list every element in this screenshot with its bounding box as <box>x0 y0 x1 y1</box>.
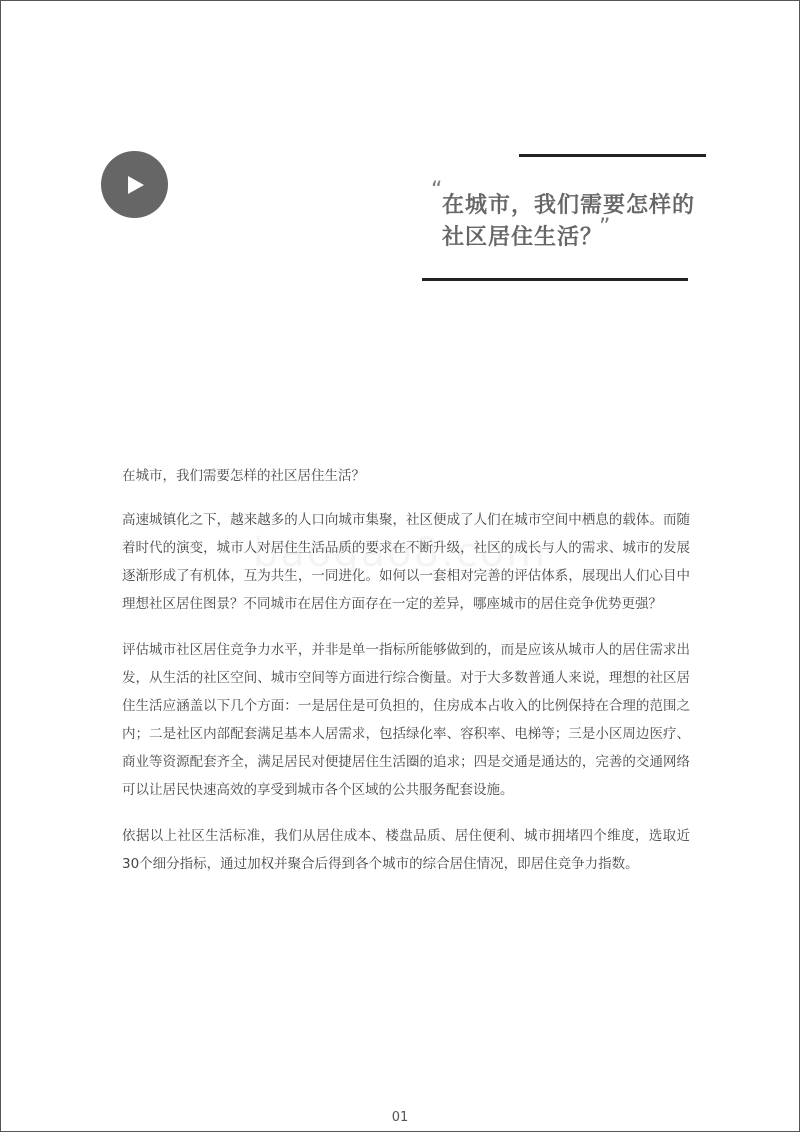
paragraph-3: 依据以上社区生活标准，我们从居住成本、楼盘品质、居住便利、城市拥堵四个维度，选取近30个细分指标，通过加权并聚合后得到各个城市的综合居住情况，即居住竞争力指数。 <box>122 828 690 872</box>
headline-rule-top <box>519 154 706 157</box>
quote-close-mark: ” <box>599 215 611 240</box>
headline-rule-bottom <box>422 278 688 281</box>
headline-line-1: 在城市，我们需要怎样的 <box>442 193 696 218</box>
paragraph-2: 评估城市社区居住竞争力水平，并非是单一指标所能够做到的，而是应该从城市人的居住需求出发，从生活的社区空间、城市空间等方面进行综合衡量。对于大多数普通人来说，理想的社区居住生活应涵盖以下几个方面：一是居住是可负担的，住房成本占收入的比例保持在合理的范围之内；二是社区内部配套满足基本人居需求，包括绿化率、容积率、电梯等；三是小区周边医疗、商业等资源配套齐全，满足居民对便捷居住生活圈的追求；四是交通是通达的，完善的交通网络可以让居民快速高效的享受到城市各个区域的公共服务配套设施。 <box>122 642 690 798</box>
page-number: 01 <box>391 1110 409 1125</box>
headline-line-2: 社区居住生活？ <box>442 225 604 250</box>
quote-open-mark: “ <box>431 178 443 203</box>
paragraph-1: 高速城镇化之下，越来越多的人口向城市集聚，社区便成了人们在城市空间中栖息的载体。而随着时代的演变，城市人对居住生活品质的要求在不断升级，社区的成长与人的需求、城市的发展逐渐形成了有机体，互为共生，一同进化。如何以一套相对完善的评估体系，展现出人们心目中理想社区居住图景？不同城市在居住方面存在一定的差异，哪座城市的居住竞争优势更强？ <box>122 512 690 612</box>
headline <box>442 190 742 254</box>
paragraph-question: 在城市，我们需要怎样的社区居住生活？ <box>122 468 365 484</box>
play-button[interactable] <box>101 151 168 218</box>
body-text <box>122 462 690 896</box>
play-icon <box>124 174 146 196</box>
